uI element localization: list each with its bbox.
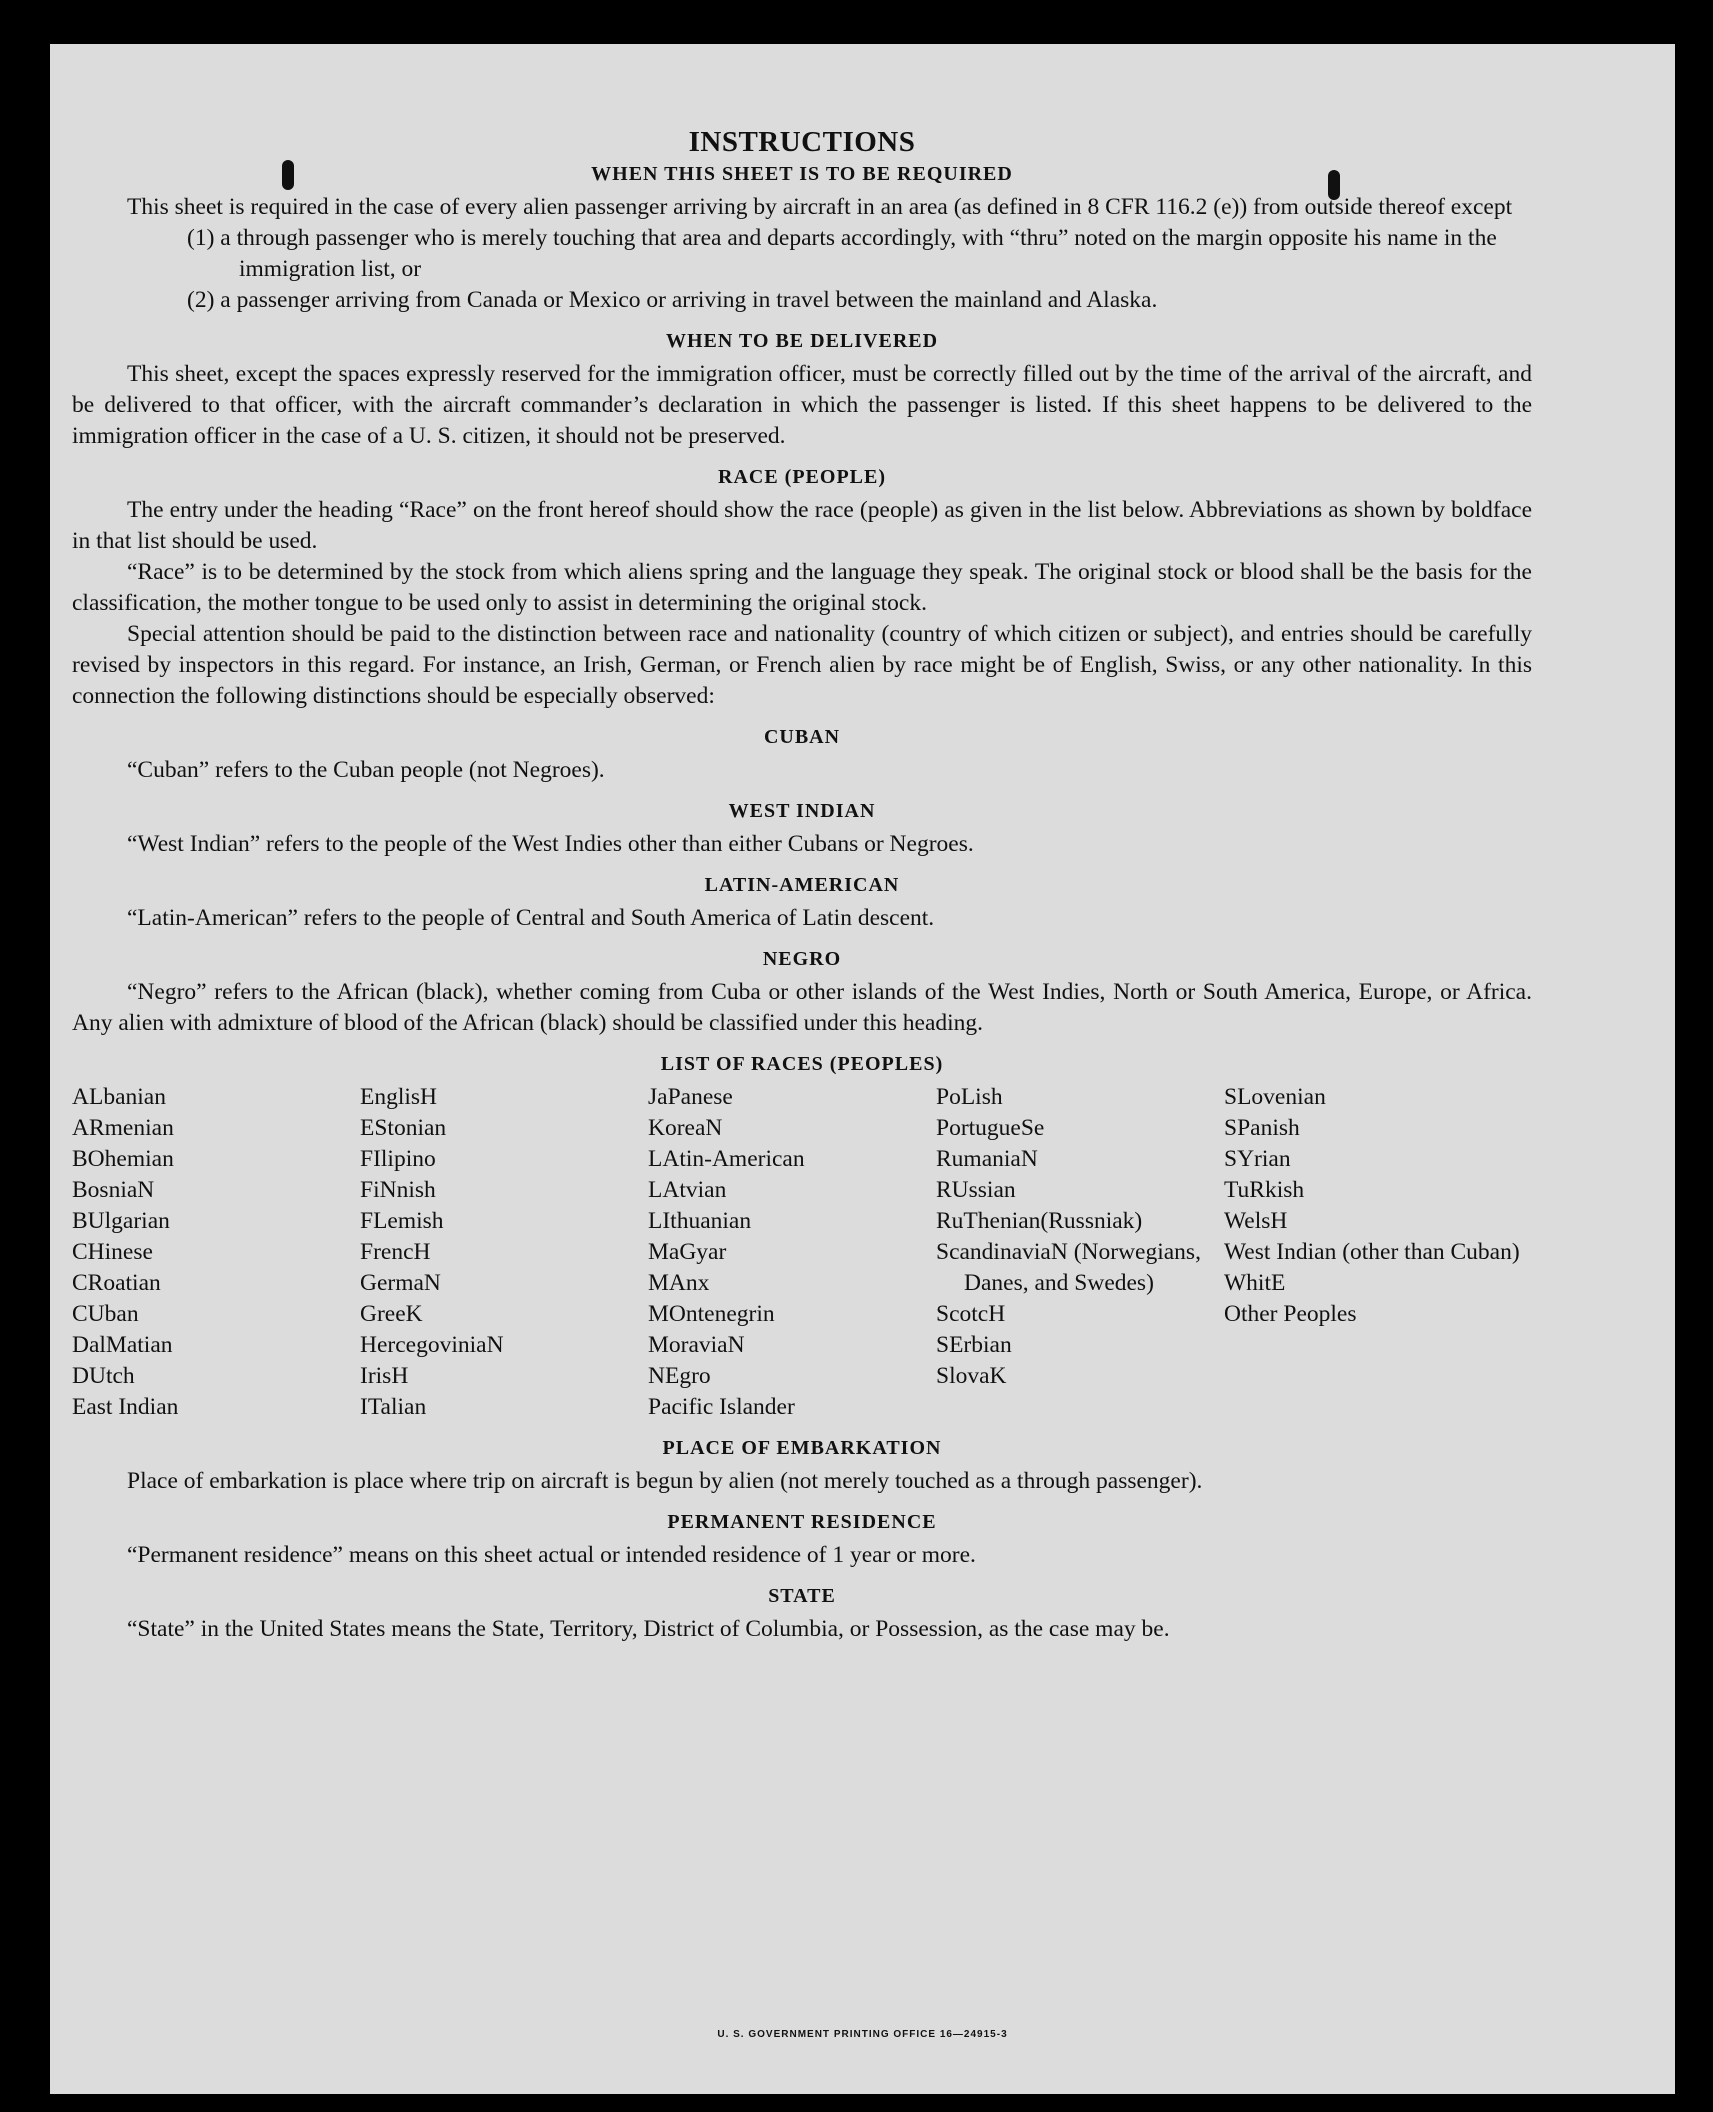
section-heading-negro: NEGRO (762, 948, 842, 970)
race-entry: West Indian (other than Cuban) (1224, 1239, 1520, 1265)
race-entry: DalMatian (72, 1332, 173, 1358)
race-entry: LAtin-American (648, 1146, 805, 1172)
race-entry: East Indian (72, 1394, 179, 1420)
section-heading-cuban: CUBAN (763, 726, 841, 748)
races-column (72, 1082, 360, 1423)
race-entry: CUban (72, 1301, 139, 1327)
race-entry: SlovaK (936, 1363, 1007, 1389)
race-paragraph: Special attention should be paid to the distinction between race and nationality (country of which citizen or subject), and entries should be carefully revised by inspectors in this regard. For instance, an Irish, German, or French alien by race might be of English, Swiss, or any other nationality. In this connection the following distinctions should be especially observed: (72, 621, 1532, 709)
race-entry: SYrian (1224, 1146, 1291, 1172)
race-entry: MoraviaN (648, 1332, 745, 1358)
race-entry: RuThenian(Russniak) (936, 1208, 1143, 1234)
race-entry: Pacific Islander (648, 1394, 795, 1420)
race-entry: RUssian (936, 1177, 1016, 1203)
section-heading-state: STATE (768, 1585, 836, 1607)
races-column (1224, 1082, 1534, 1423)
race-entry: HercegoviniaN (360, 1332, 504, 1358)
instructions-body (72, 126, 1532, 1645)
race-entry: SLovenian (1224, 1084, 1326, 1110)
negro-text: “Negro” refers to the African (black), whether coming from Cuba or other islands of the West Indies, North or South America, Europe, or Africa. Any alien with admixture of blood of the African (black) should be classified under this heading. (72, 979, 1532, 1036)
race-entry: JaPanese (648, 1084, 733, 1110)
race-entry: EnglisH (360, 1084, 438, 1110)
section-heading-race: RACE (PEOPLE) (718, 466, 886, 488)
section-heading-when-delivered: WHEN TO BE DELIVERED (665, 330, 939, 352)
residence-text: “Permanent residence” means on this sheet actual or intended residence of 1 year or more. (127, 1542, 976, 1568)
race-entry: ScandinaviaN (Norwegians, Danes, and Swedes) (936, 1239, 1201, 1296)
when-delivered-text: This sheet, except the spaces expressly reserved for the immigration officer, must be correctly filled out by the time of the arrival of the aircraft, and be delivered to that officer, with the aircraft commander’s declaration in which the passenger is listed. If this sheet happens to be delivered to the immigration officer in the case of a U. S. citizen, it should not be preserved. (72, 361, 1532, 449)
section-heading-residence: PERMANENT RESIDENCE (667, 1511, 937, 1533)
race-entry: NEgro (648, 1363, 711, 1389)
race-entry: MOntenegrin (648, 1301, 775, 1327)
state-text: “State” in the United States means the State, Territory, District of Columbia, or Possession, as the case may be. (127, 1616, 1170, 1642)
exception-item: (2) a passenger arriving from Canada or Mexico or arriving in travel between the mainland and Alaska. (187, 287, 1158, 313)
race-entry: TuRkish (1224, 1177, 1305, 1203)
race-entry: ARmenian (72, 1115, 174, 1141)
exception-item: (1) a through passenger who is merely touching that area and departs accordingly, with “thru” noted on the margin opposite his name in the immigration list, or (187, 225, 1497, 282)
race-entry: BosniaN (72, 1177, 155, 1203)
race-entry: GreeK (360, 1301, 423, 1327)
race-entry: WelsH (1224, 1208, 1288, 1234)
race-entry: KoreaN (648, 1115, 723, 1141)
races-list (72, 1082, 1532, 1423)
race-entry: FrencH (360, 1239, 431, 1265)
section-heading-embarkation: PLACE OF EMBARKATION (662, 1437, 942, 1459)
race-entry: LAtvian (648, 1177, 727, 1203)
race-entry: DUtch (72, 1363, 135, 1389)
race-entry: FLemish (360, 1208, 444, 1234)
race-entry: BOhemian (72, 1146, 174, 1172)
race-entry: CRoatian (72, 1270, 161, 1296)
race-entry: MaGyar (648, 1239, 727, 1265)
race-entry: SErbian (936, 1332, 1012, 1358)
race-entry: CHinese (72, 1239, 153, 1265)
race-entry: IrisH (360, 1363, 409, 1389)
race-entry: LIthuanian (648, 1208, 752, 1234)
race-paragraph: “Race” is to be determined by the stock from which aliens spring and the language they speak. The original stock or blood shall be the basis for the classification, the mother tongue to be used only to assist in determining the original stock. (72, 559, 1532, 616)
race-entry: GermaN (360, 1270, 441, 1296)
race-entry: ITalian (360, 1394, 427, 1420)
when-required-text: This sheet is required in the case of every alien passenger arriving by aircraft in an area (as defined in 8 CFR 116.2 (e)) from outside thereof except (127, 194, 1513, 220)
race-entry: MAnx (648, 1270, 710, 1296)
race-entry: ALbanian (72, 1084, 166, 1110)
race-entry: Other Peoples (1224, 1301, 1357, 1327)
section-heading-latin-american: LATIN-AMERICAN (704, 874, 900, 896)
races-column (936, 1082, 1224, 1423)
section-heading-list-of-races: LIST OF RACES (PEOPLES) (660, 1053, 944, 1075)
race-paragraph: The entry under the heading “Race” on the front hereof should show the race (people) as given in the list below. Abbreviations as shown by boldface in that list should be used. (72, 497, 1532, 554)
race-entry: ScotcH (936, 1301, 1006, 1327)
embarkation-text: Place of embarkation is place where trip on aircraft is begun by alien (not merely touched as a through passenger). (127, 1468, 1203, 1494)
races-column (360, 1082, 648, 1423)
race-entry: PoLish (936, 1084, 1003, 1110)
race-entry: BUlgarian (72, 1208, 170, 1234)
page-title: INSTRUCTIONS (688, 126, 916, 158)
race-entry: EStonian (360, 1115, 447, 1141)
race-entry: PortugueSe (936, 1115, 1045, 1141)
race-entry: WhitE (1224, 1270, 1286, 1296)
section-heading-west-indian: WEST INDIAN (728, 800, 876, 822)
section-heading-when-required: WHEN THIS SHEET IS TO BE REQUIRED (591, 163, 1013, 185)
race-entry: FiNnish (360, 1177, 436, 1203)
race-entry: SPanish (1224, 1115, 1300, 1141)
cuban-text: “Cuban” refers to the Cuban people (not Negroes). (127, 757, 605, 783)
race-entry: FIlipino (360, 1146, 436, 1172)
document-page (50, 44, 1675, 2094)
race-entry: RumaniaN (936, 1146, 1038, 1172)
printer-imprint: U. S. GOVERNMENT PRINTING OFFICE 16—24915-3 (717, 2029, 1008, 2040)
races-column (648, 1082, 936, 1423)
latin-american-text: “Latin-American” refers to the people of Central and South America of Latin descent. (127, 905, 935, 931)
west-indian-text: “West Indian” refers to the people of the West Indies other than either Cubans or Negroes. (127, 831, 974, 857)
